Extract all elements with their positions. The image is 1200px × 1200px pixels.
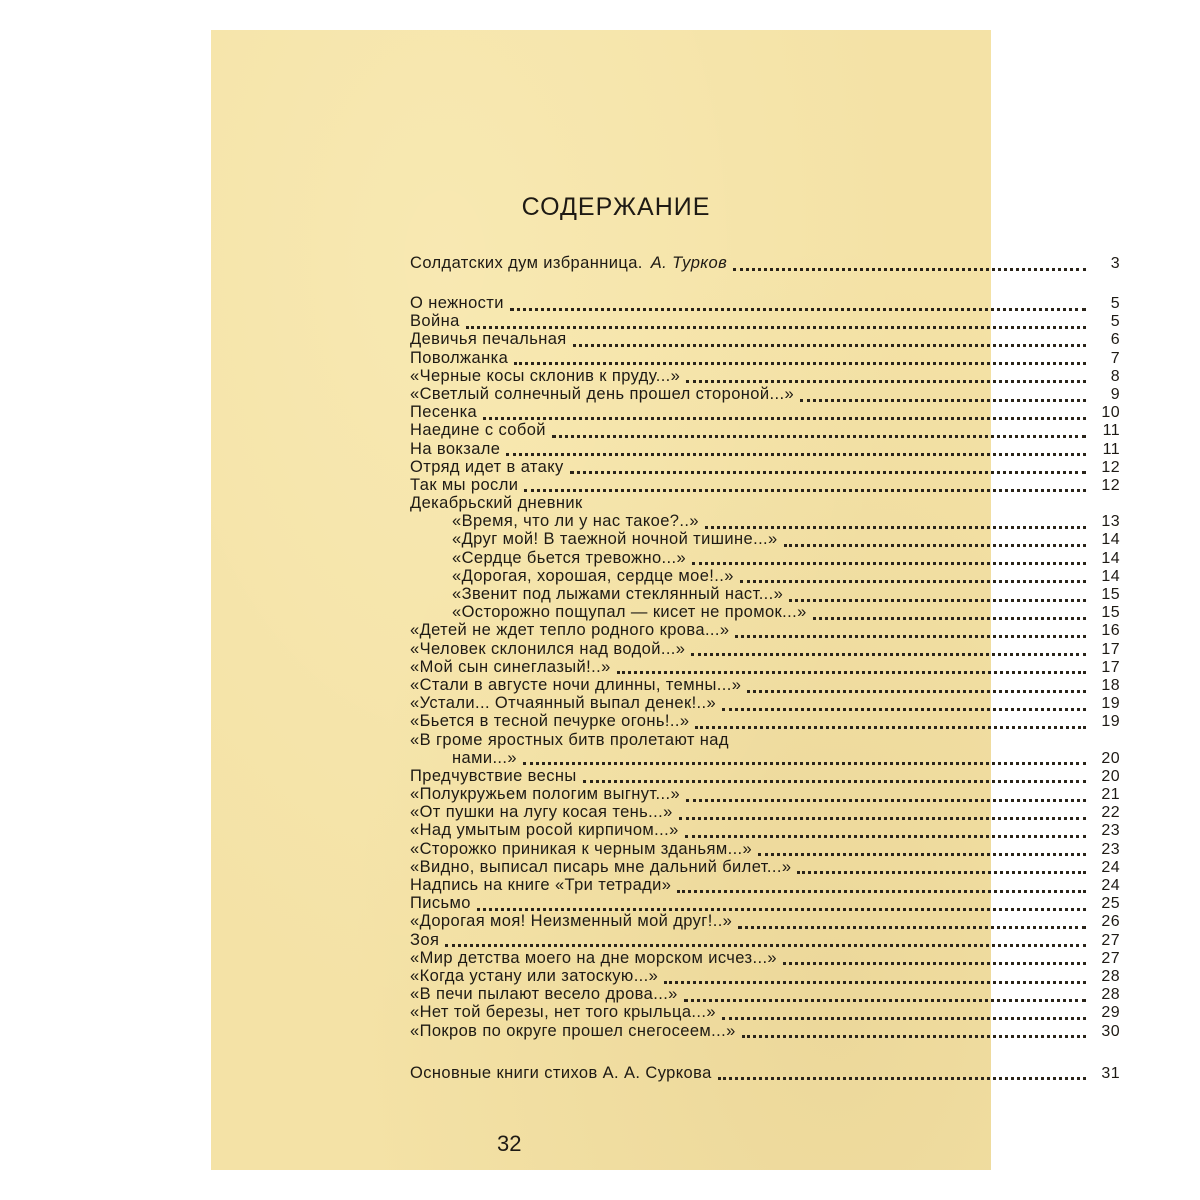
dot-leader: [740, 574, 1086, 583]
dot-leader: [742, 1029, 1086, 1038]
toc-entry: [410, 421, 1120, 439]
toc-entry-title: «Время, что ли у нас такое?..»: [452, 512, 699, 531]
dot-leader: [692, 556, 1086, 565]
toc-entry-page: 5: [1110, 295, 1120, 312]
dot-leader: [747, 684, 1086, 693]
toc-entry-page: 15: [1101, 586, 1120, 603]
toc-entry-title: «Покров по округе прошел снегосеем...»: [410, 1021, 736, 1040]
toc-entry-page: 30: [1101, 1022, 1120, 1040]
toc-entry-page: 24: [1101, 858, 1120, 876]
dot-leader: [735, 629, 1086, 638]
toc-entry: [410, 603, 1120, 621]
toc-entry-title: «Бьется в тесной печурке огонь!..»: [410, 712, 690, 731]
dot-leader: [722, 702, 1086, 711]
dot-leader: [695, 720, 1086, 729]
dot-leader: [685, 829, 1086, 838]
toc-entry: [410, 440, 1120, 458]
toc-entry-title: Песенка: [410, 403, 478, 422]
toc-entry: [410, 785, 1120, 803]
toc-entry: [410, 858, 1120, 876]
toc-entry-page: 27: [1101, 949, 1120, 967]
dot-leader: [784, 538, 1086, 547]
toc-entry: [410, 931, 1120, 949]
toc-entry-page: 12: [1101, 458, 1120, 476]
page-title: СОДЕРЖАНИЕ: [521, 193, 711, 221]
toc-entry: [410, 694, 1120, 712]
toc-outro-title: Основные книги стихов А. А. Суркова: [410, 1063, 712, 1082]
toc-entry: [410, 803, 1120, 821]
toc-entry-page: 7: [1110, 349, 1120, 367]
toc-entry: [410, 494, 1120, 512]
dot-leader: [789, 593, 1086, 602]
toc-entry: [410, 476, 1120, 494]
toc-entry: [410, 894, 1120, 912]
toc-outro-entry: [410, 1062, 1120, 1084]
toc-entry-title: Поволжанка: [410, 348, 509, 367]
toc-entry: [410, 912, 1120, 930]
toc-intro-title: Солдатских дум избранница.: [410, 254, 643, 272]
toc-entry: [410, 549, 1120, 567]
toc-entry-page: 19: [1101, 695, 1120, 713]
toc-entry: [410, 349, 1120, 367]
toc-entry-title: Декабрьский дневник: [410, 494, 583, 513]
toc-entry-page: 22: [1101, 804, 1120, 822]
toc-entry-page: 9: [1110, 385, 1120, 403]
toc-entry-title: «Полукружьем пологим выгнут...»: [410, 785, 681, 804]
toc-entry: [410, 530, 1120, 548]
toc-entry-title: Так мы росли: [410, 475, 519, 494]
toc-entry: [410, 458, 1120, 476]
toc-entry-title: «Над умытым росой кирпичом...»: [410, 821, 679, 840]
dot-leader: [783, 956, 1086, 965]
dot-leader: [506, 447, 1086, 456]
toc-entry: [410, 1003, 1120, 1021]
toc-entry-title: «Дорогая, хорошая, сердце мое!..»: [452, 566, 734, 585]
toc-entry-page: 13: [1101, 513, 1120, 531]
toc-entry-title: Наедине с собой: [410, 421, 546, 440]
toc-entry-page: 5: [1110, 313, 1120, 331]
toc-entry-title: «Мой сын синеглазый!..»: [410, 657, 611, 676]
toc-entry-title: «В печи пылают весело дрова...»: [410, 985, 678, 1004]
toc-entry-page: 14: [1101, 549, 1120, 567]
toc-entry-title: «Детей не ждет тепло родного крова...»: [410, 621, 730, 640]
dot-leader: [524, 483, 1086, 492]
toc-entry: [410, 585, 1120, 603]
toc-entry-page: 17: [1101, 658, 1120, 676]
book-page: [211, 30, 1120, 1170]
dot-leader: [477, 902, 1086, 911]
toc-entry: [410, 403, 1120, 421]
toc-entry-page: 28: [1101, 967, 1120, 985]
toc-entry-page: 10: [1101, 404, 1120, 422]
toc-entry-title: Письмо: [410, 894, 471, 913]
table-of-contents: [410, 252, 1120, 1084]
toc-entry-page: 16: [1101, 622, 1120, 640]
toc-entry-title: «Сторожко приникая к черным зданьям...»: [410, 839, 753, 858]
dot-leader: [445, 938, 1086, 947]
dot-leader: [686, 793, 1086, 802]
dot-leader: [797, 865, 1086, 874]
dot-leader: [738, 920, 1086, 929]
toc-entry-title: Война: [410, 312, 460, 331]
toc-entry-page: 14: [1101, 531, 1120, 549]
toc-entry-page: 29: [1101, 1004, 1120, 1022]
toc-entry: [410, 949, 1120, 967]
toc-entry-title: нами...»: [452, 748, 517, 767]
toc-entry: [410, 712, 1120, 730]
dot-leader: [510, 302, 1086, 311]
dot-leader: [523, 756, 1086, 765]
toc-entry: [410, 840, 1120, 858]
toc-entry-page: 6: [1110, 331, 1120, 349]
toc-entry-page: 23: [1101, 840, 1120, 858]
dot-leader: [573, 338, 1086, 347]
toc-entry: [410, 640, 1120, 658]
toc-intro-page: 3: [1110, 255, 1120, 272]
toc-entry-title: «Друг мой! В таежной ночной тишине...»: [452, 530, 778, 549]
toc-entry-page: 12: [1101, 476, 1120, 494]
toc-entry-page: 11: [1102, 422, 1120, 440]
dot-leader: [483, 411, 1086, 420]
toc-entry-page: 11: [1102, 440, 1120, 458]
toc-outro-page: 31: [1101, 1064, 1120, 1082]
toc-entry: [410, 621, 1120, 639]
dot-leader: [552, 429, 1086, 438]
toc-entry-page: 15: [1101, 604, 1120, 622]
toc-entry-title: «Светлый солнечный день прошел стороной...»: [410, 384, 795, 403]
dot-leader: [686, 374, 1086, 383]
dot-leader: [677, 884, 1086, 893]
dot-leader: [617, 665, 1086, 674]
dot-leader: [514, 356, 1086, 365]
dot-leader: [813, 611, 1086, 620]
dot-leader: [664, 975, 1086, 984]
toc-entry-page: 25: [1101, 895, 1120, 913]
toc-entry-title: Девичья печальная: [410, 330, 567, 349]
toc-entry-title: На вокзале: [410, 439, 501, 458]
dot-leader: [583, 774, 1086, 783]
toc-entry-page: 21: [1101, 786, 1120, 804]
toc-entry-title: «Осторожно пощупал — кисет не промок...»: [452, 603, 807, 622]
dot-leader: [718, 1071, 1086, 1080]
toc-entry-title: Предчувствие весны: [410, 766, 577, 785]
dot-leader: [684, 993, 1086, 1002]
dot-leader: [758, 847, 1086, 856]
toc-entry-page: 24: [1101, 877, 1120, 894]
toc-entry-title: «Когда устану или затоскую...»: [410, 966, 659, 985]
toc-entry: [410, 294, 1120, 312]
toc-entry-title: Надпись на книге «Три тетради»: [410, 876, 672, 894]
toc-entry: [410, 767, 1120, 785]
toc-entry: [410, 821, 1120, 839]
toc-entry: [410, 967, 1120, 985]
toc-entry-title: «Стали в августе ночи длинны, темны...»: [410, 675, 742, 694]
section-spacer: [410, 1040, 1120, 1062]
toc-entry: [410, 367, 1120, 385]
toc-entry: [410, 676, 1120, 694]
toc-entry-title: «От пушки на лугу косая тень...»: [410, 803, 673, 822]
dot-leader: [722, 1011, 1086, 1020]
toc-entry: [410, 512, 1120, 530]
toc-intro-entry: [410, 252, 1120, 274]
dot-leader: [691, 647, 1086, 656]
toc-entry-page: 23: [1101, 822, 1120, 840]
toc-entry: [410, 330, 1120, 348]
toc-entry: [410, 1022, 1120, 1040]
section-spacer: [410, 274, 1120, 294]
dot-leader: [466, 320, 1086, 329]
toc-entry: [410, 385, 1120, 403]
toc-intro-author: А. Турков: [650, 254, 728, 272]
toc-entry-title: «Звенит под лыжами стеклянный наст...»: [452, 585, 784, 603]
toc-entry-title: «Человек склонился над водой...»: [410, 639, 686, 658]
toc-entry-title: «В громе яростных битв пролетают над: [410, 730, 729, 749]
toc-entry-page: 8: [1110, 367, 1120, 385]
dot-leader: [800, 393, 1086, 402]
toc-entry-title: «Видно, выписал писарь мне дальний билет...»: [410, 857, 792, 876]
toc-entry-list: [410, 294, 1120, 1040]
toc-entry-title: Зоя: [410, 930, 440, 949]
toc-entry-page: 14: [1101, 567, 1120, 585]
toc-entry-title: «Нет той березы, нет того крыльца...»: [410, 1003, 716, 1022]
toc-entry-title: «Черные косы склонив к пруду...»: [410, 366, 681, 385]
toc-entry-title: «Сердце бьется тревожно...»: [452, 548, 687, 567]
toc-entry-title: «Мир детства моего на дне морском исчез...»: [410, 948, 778, 967]
toc-entry: [410, 749, 1120, 767]
toc-entry: [410, 876, 1120, 894]
toc-entry-page: 19: [1101, 713, 1120, 731]
dot-leader: [679, 811, 1086, 820]
dot-leader: [705, 520, 1086, 529]
toc-entry-title: О нежности: [410, 294, 504, 312]
toc-entry: [410, 312, 1120, 330]
toc-entry-page: 18: [1101, 676, 1120, 694]
toc-entry-title: «Дорогая моя! Неизменный мой друг!..»: [410, 912, 733, 931]
toc-entry-page: 27: [1101, 931, 1120, 949]
toc-entry-page: 17: [1101, 640, 1120, 658]
dot-leader: [570, 465, 1086, 474]
toc-entry: [410, 731, 1120, 749]
toc-entry: [410, 985, 1120, 1003]
toc-entry: [410, 567, 1120, 585]
toc-entry-page: 20: [1101, 749, 1120, 767]
toc-entry-title: Отряд идет в атаку: [410, 457, 564, 476]
toc-entry-page: 26: [1101, 913, 1120, 931]
toc-entry-page: 20: [1101, 767, 1120, 785]
page-number: 32: [497, 1131, 522, 1156]
toc-entry-title: «Устали... Отчаянный выпал денек!..»: [410, 694, 717, 713]
toc-entry-page: 28: [1101, 986, 1120, 1004]
toc-entry: [410, 658, 1120, 676]
dot-leader: [733, 262, 1086, 271]
